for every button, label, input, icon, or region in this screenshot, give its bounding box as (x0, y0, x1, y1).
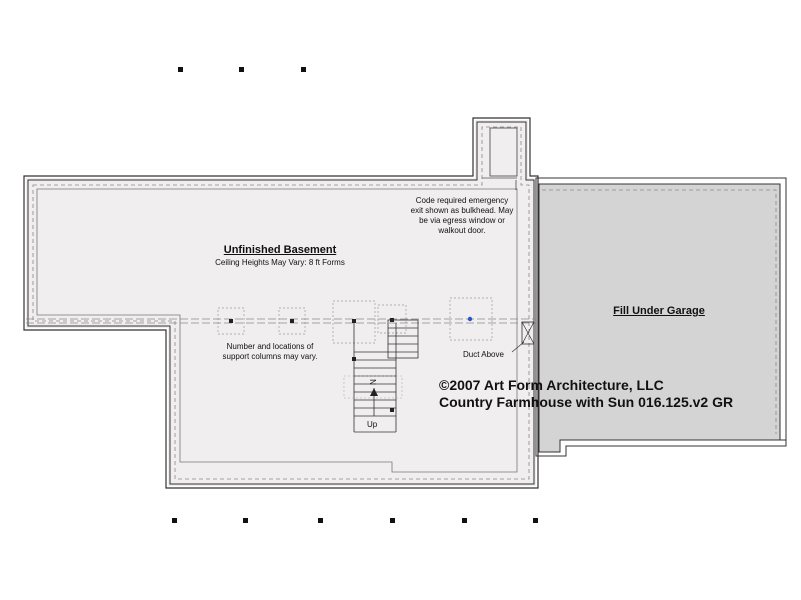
column-blue (468, 317, 472, 321)
basement-floor (26, 120, 536, 486)
egress-note-line: Code required emergency (415, 196, 509, 205)
garage-label: Fill Under Garage (613, 305, 705, 317)
columns-note-line: support columns may vary. (222, 352, 318, 361)
garage-area (539, 184, 780, 452)
basement-title: Unfinished Basement (223, 244, 337, 256)
copyright-line-2: Country Farmhouse with Sun 016.125.v2 GR (439, 394, 734, 410)
columns-note-line: Number and locations of (226, 342, 314, 351)
basement-subtitle: Ceiling Heights May Vary: 8 ft Forms (215, 258, 345, 267)
copyright-line-1: ©2007 Art Form Architecture, LLC (439, 377, 664, 393)
stair-label: Up (367, 420, 378, 429)
egress-note-line: walkout door. (438, 226, 486, 235)
egress-note (388, 196, 536, 236)
columns-note (200, 342, 340, 362)
egress-note-line: be via egress window or (419, 216, 505, 225)
north-arrow-label: N (367, 379, 377, 385)
egress-note-line: exit shown as bulkhead. May (410, 206, 514, 215)
duct-label: Duct Above (463, 350, 504, 359)
